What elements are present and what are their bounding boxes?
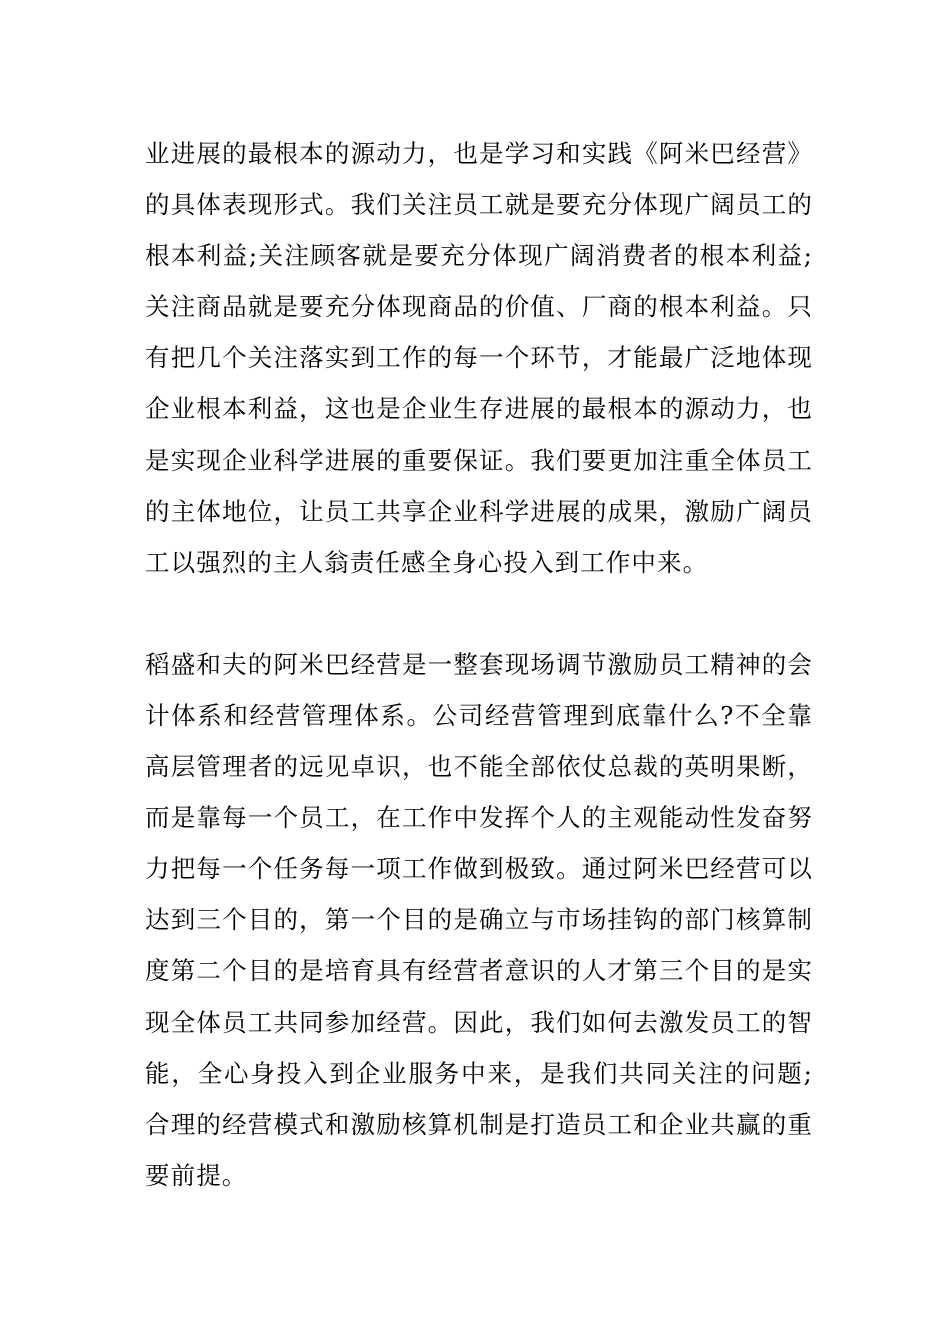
paragraph-amoeba-focus: 业进展的最根本的源动力，也是学习和实践《阿米巴经营》的具体表现形式。我们关注员工就是要充分体现广阔员工的根本利益;关注顾客就是要充分体现广阔消费者的根本利益;关注商品就是要充分体现商品的价值、厂商的根本利益。只有把几个关注落实到工作的每一个环节，才能最广泛地体现企业根本利益，这也是企业生存进展的最根本的源动力，也是实现企业科学进展的重要保证。我们要更加注重全体员工的主体地位，让员工共享企业科学进展的成果，激励广阔员工以强烈的主人翁责任感全身心投入到工作中来。	[145, 139, 813, 577]
document-body	[145, 128, 813, 1201]
paragraph-inamori-amoeba: 稻盛和夫的阿米巴经营是一整套现场调节激励员工精神的会计体系和经营管理体系。公司经营管理到底靠什么?不全靠高层管理者的远见卓识，也不能全部依仗总裁的英明果断，而是靠每一个员工，在工作中发挥个人的主观能动性发奋努力把每一个任务每一项工作做到极致。通过阿米巴经营可以达到三个目的，第一个目的是确立与市场挂钩的部门核算制度第二个目的是培育具有经营者意识的人才第三个目的是实现全体员工共同参加经营。因此，我们如何去激发员工的智能，全心身投入到企业服务中来，是我们共同关注的问题;合理的经营模式和激励核算机制是打造员工和企业共赢的重要前提。	[145, 649, 813, 1190]
